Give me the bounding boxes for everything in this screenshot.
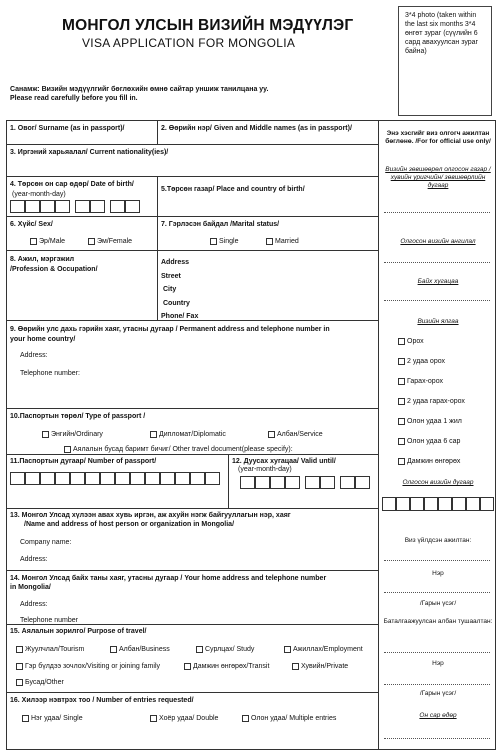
checkbox[interactable] xyxy=(284,646,291,653)
marital-single-option[interactable] xyxy=(210,237,238,246)
row-sep xyxy=(6,176,378,177)
dob-digit-box[interactable] xyxy=(90,200,105,213)
checkbox[interactable] xyxy=(22,715,29,722)
dob-digit-box[interactable] xyxy=(110,200,125,213)
checkbox[interactable] xyxy=(110,646,117,653)
purpose-private-option[interactable] xyxy=(292,662,348,671)
option-label: Дамжин өнгөрөх xyxy=(407,458,461,465)
valid-until-format: (year-month-day) xyxy=(238,466,292,473)
option-label: Олон удаа 6 сар xyxy=(407,438,461,445)
option-label: Ажиллах/Employment xyxy=(293,646,363,653)
official-approver-label: Баталгаажуулсан албан тушаалтан: xyxy=(383,618,493,625)
given-names-label: 2. Өөрийн нэр/ Given and Middle names (as in passport)/ xyxy=(161,125,352,132)
fill-line xyxy=(384,300,490,301)
digit-box[interactable] xyxy=(438,497,452,511)
row-sep xyxy=(6,570,378,571)
digit-box[interactable] xyxy=(396,497,410,511)
fill-line xyxy=(384,212,490,213)
entries-single-option[interactable] xyxy=(22,714,83,723)
home-address-label: 9. Өөрийн улс дахь гэрийн хаяг, утасны дугаар / Permanent address and telephone number in xyxy=(10,326,330,333)
row-sep xyxy=(6,508,378,509)
digit-box[interactable] xyxy=(305,476,320,489)
checkbox[interactable] xyxy=(266,238,273,245)
sex-female-option[interactable] xyxy=(88,237,132,246)
option-label: 2 удаа орох xyxy=(407,358,446,365)
addr-line: Country xyxy=(163,299,190,307)
checkbox[interactable] xyxy=(268,431,275,438)
note-mongolian: Санамж: Визийн мэдүүлгийг бөглөхийн өмнө сайтар уншиж танилцана уу. xyxy=(10,86,269,93)
note-english: Please read carefully before you fill in. xyxy=(10,95,138,102)
col-sep xyxy=(228,454,229,508)
dob-digit-box[interactable] xyxy=(40,200,55,213)
official-name2-label: Нэр xyxy=(432,660,444,667)
option-label: Гарах-орох xyxy=(407,378,444,385)
photo-box xyxy=(398,6,492,116)
title-english: VISA APPLICATION FOR MONGOLIA xyxy=(82,36,296,50)
option-label: Хоёр удаа/ Double xyxy=(159,715,219,722)
visa-type-option[interactable] xyxy=(398,377,443,386)
digit-box[interactable] xyxy=(160,472,175,485)
col-sep xyxy=(157,120,158,144)
digit-box[interactable] xyxy=(205,472,220,485)
passport-type-label: 10.Паспортын төрөл/ Type of passport / xyxy=(10,413,146,420)
digit-box[interactable] xyxy=(285,476,300,489)
valid-until-label: 12. Дуусах хугацаа/ Valid until/ xyxy=(232,458,336,465)
checkbox[interactable] xyxy=(398,438,405,445)
option-label: Эм/Female xyxy=(97,238,133,245)
checkbox[interactable] xyxy=(242,715,249,722)
digit-box[interactable] xyxy=(55,472,70,485)
checkbox[interactable] xyxy=(184,663,191,670)
sex-male-option[interactable] xyxy=(30,237,65,246)
host-company-field[interactable]: Company name: xyxy=(20,539,72,546)
option-label: 2 удаа гарах-орох xyxy=(407,398,465,405)
official-sign2-label: /Гарын үсэг/ xyxy=(419,690,457,697)
checkbox[interactable] xyxy=(398,418,405,425)
valid-until-boxes[interactable] xyxy=(240,476,370,489)
official-officer-label: Виз үйлдсэн ажилтан: xyxy=(404,537,472,544)
purpose-study-option[interactable] xyxy=(196,645,254,654)
purpose-business-option[interactable] xyxy=(110,645,170,654)
checkbox[interactable] xyxy=(210,238,217,245)
purpose-other-option[interactable] xyxy=(16,678,64,687)
official-sign1-label: /Гарын үсэг/ xyxy=(419,600,457,607)
checkbox[interactable] xyxy=(196,646,203,653)
digit-box[interactable] xyxy=(255,476,270,489)
digit-box[interactable] xyxy=(115,472,130,485)
official-visa-type-label: Визийн ялгаа xyxy=(417,318,459,325)
checkbox[interactable] xyxy=(292,663,299,670)
photo-text: 3*4 photo (taken within the last six months 3*4 өнгөт зураг (сүүлийн 6 сард авахуулсан зураг байна) xyxy=(405,12,479,55)
addr-line: Street xyxy=(161,272,181,280)
visa-number-boxes[interactable] xyxy=(382,497,494,511)
home-phone-field[interactable]: Telephone number: xyxy=(20,370,80,377)
passport-service-option[interactable] xyxy=(268,430,323,439)
mongolia-address-label-2: in Mongolia/ xyxy=(10,584,51,591)
checkbox[interactable] xyxy=(398,458,405,465)
passport-diplomatic-option[interactable] xyxy=(150,430,226,439)
option-label: Орох xyxy=(407,338,424,345)
option-label: Олон удаа/ Multiple entries xyxy=(251,715,337,722)
digit-box[interactable] xyxy=(85,472,100,485)
checkbox[interactable] xyxy=(150,715,157,722)
row-sep xyxy=(6,250,378,251)
dob-digit-box[interactable] xyxy=(55,200,70,213)
dob-digit-box[interactable] xyxy=(75,200,90,213)
dob-digit-box[interactable] xyxy=(10,200,25,213)
digit-box[interactable] xyxy=(340,476,355,489)
official-name1-label: Нэр xyxy=(432,570,444,577)
dob-digit-box[interactable] xyxy=(125,200,140,213)
entries-multiple-option[interactable] xyxy=(242,714,336,723)
col-sep xyxy=(157,176,158,320)
passport-number-boxes[interactable] xyxy=(10,472,220,485)
row-sep xyxy=(6,692,378,693)
profession-label-en: /Profession & Occupation/ xyxy=(10,266,98,273)
option-label: Нэг удаа/ Single xyxy=(31,715,83,722)
digit-box[interactable] xyxy=(410,497,424,511)
checkbox[interactable] xyxy=(398,398,405,405)
checkbox[interactable] xyxy=(42,431,49,438)
digit-box[interactable] xyxy=(130,472,145,485)
option-label: Single xyxy=(219,238,239,245)
option-label: Гэр бүлдээ зочлох/Visiting or joining family xyxy=(25,663,160,670)
passport-other-option[interactable] xyxy=(64,445,293,454)
digit-box[interactable] xyxy=(382,497,396,511)
host-label-en: /Name and address of host person or organization in Mongolia/ xyxy=(24,521,235,528)
profession-label-mn: 8. Ажил, мэргэжил xyxy=(10,256,75,263)
official-registration-label: Визийн зөвшөөрөл олгосон газар /хувийн уригчийн/ зөвшөөрлийн дугаар xyxy=(385,166,491,189)
fill-line xyxy=(384,684,490,685)
addr-line: Phone/ Fax xyxy=(161,313,199,320)
digit-box[interactable] xyxy=(424,497,438,511)
addr-line: City xyxy=(163,286,177,293)
fill-line xyxy=(384,262,490,263)
official-date-label: Он сар өдөр xyxy=(419,712,457,719)
mongolia-phone-field[interactable]: Telephone number xyxy=(20,617,78,624)
checkbox[interactable] xyxy=(398,358,405,365)
digit-box[interactable] xyxy=(190,472,205,485)
purpose-transit-option[interactable] xyxy=(184,662,269,671)
passport-number-label: 11.Паспортын дугаар/ Number of passport/ xyxy=(10,458,157,465)
option-label: Энгийн/Ordinary xyxy=(51,431,103,438)
fill-line xyxy=(384,738,490,739)
option-label: Хувийн/Private xyxy=(301,663,349,670)
checkbox[interactable] xyxy=(398,378,405,385)
digit-box[interactable] xyxy=(466,497,480,511)
digit-box[interactable] xyxy=(145,472,160,485)
option-label: Албан/Service xyxy=(277,431,323,438)
digit-box[interactable] xyxy=(480,497,494,511)
marital-label: 7. Гэрлэсэн байдал /Marital status/ xyxy=(161,221,280,228)
row-sep xyxy=(6,408,378,409)
checkbox[interactable] xyxy=(88,238,95,245)
nationality-label: 3. Иргэний харьяалал/ Current nationality(ies)/ xyxy=(10,149,169,156)
visa-type-option[interactable] xyxy=(398,417,462,426)
digit-box[interactable] xyxy=(452,497,466,511)
purpose-family-option[interactable] xyxy=(16,662,160,671)
digit-box[interactable] xyxy=(10,472,25,485)
dob-label: 4. Төрсөн он сар өдөр/ Date of birth/ xyxy=(10,181,134,188)
checkbox[interactable] xyxy=(30,238,37,245)
option-label: Married xyxy=(275,238,299,245)
digit-box[interactable] xyxy=(40,472,55,485)
purpose-tourism-option[interactable] xyxy=(16,645,84,654)
option-label: Сурлцах/ Study xyxy=(205,646,255,653)
home-address-field[interactable]: Address: xyxy=(20,352,48,359)
digit-box[interactable] xyxy=(320,476,335,489)
official-visa-number-label: Олгосон визийн дугаар xyxy=(402,479,474,486)
option-label: Дипломат/Diplomatic xyxy=(159,431,226,438)
digit-box[interactable] xyxy=(240,476,255,489)
official-divider xyxy=(378,120,379,750)
entries-double-option[interactable] xyxy=(150,714,218,723)
checkbox[interactable] xyxy=(16,646,23,653)
instructions-note xyxy=(10,85,268,103)
official-duration-label: Байх хугацаа xyxy=(417,278,459,285)
option-label: Жуулчлал/Tourism xyxy=(25,646,85,653)
digit-box[interactable] xyxy=(355,476,370,489)
title-mongolian: МОНГОЛ УЛСЫН ВИЗИЙН МЭДҮҮЛЭГ xyxy=(62,17,354,34)
employer-address-block xyxy=(161,256,198,324)
home-address-label-2: your home country/ xyxy=(10,336,76,343)
official-category-label: Олгосон визийн ангилал xyxy=(400,238,476,245)
dob-boxes[interactable] xyxy=(10,200,140,213)
dob-format: (year-month-day) xyxy=(12,191,66,198)
digit-box[interactable] xyxy=(270,476,285,489)
host-address-field[interactable]: Address: xyxy=(20,556,48,563)
checkbox[interactable] xyxy=(64,446,71,453)
visa-type-option[interactable] xyxy=(398,397,465,406)
fill-line xyxy=(384,652,490,653)
option-label: Олон удаа 1 жил xyxy=(407,418,462,425)
visa-type-option[interactable] xyxy=(398,337,424,346)
option-label: Албан/Business xyxy=(119,646,170,653)
digit-box[interactable] xyxy=(100,472,115,485)
checkbox[interactable] xyxy=(150,431,157,438)
mongolia-address-label: 14. Монгол Улсад байх таны хаяг, утасны дугаар / Your home address and telephone number xyxy=(10,575,327,582)
checkbox[interactable] xyxy=(16,663,23,670)
option-label: Аялалын бусад баримт бичиг/ Other travel document(please specify): xyxy=(73,446,293,453)
checkbox[interactable] xyxy=(398,338,405,345)
host-label-mn: 13. Монгол Улсад хүлээн авах хувь иргэн, аж ахуйн нэгж байгууллагын нэр, хаяг xyxy=(10,512,291,519)
option-label: Бусад/Other xyxy=(25,679,64,686)
birthplace-label: 5.Төрсөн газар/ Place and country of birth/ xyxy=(161,186,305,193)
visa-type-option[interactable] xyxy=(398,437,460,446)
row-sep xyxy=(6,216,378,217)
checkbox[interactable] xyxy=(16,679,23,686)
row-sep xyxy=(6,454,378,455)
marital-married-option[interactable] xyxy=(266,237,299,246)
visa-type-option[interactable] xyxy=(398,357,445,366)
digit-box[interactable] xyxy=(25,472,40,485)
digit-box[interactable] xyxy=(175,472,190,485)
passport-ordinary-option[interactable] xyxy=(42,430,103,439)
surname-label: 1. Овог/ Surname (as in passport)/ xyxy=(10,125,125,132)
entries-label: 16. Хилээр нэвтрэх тоо / Number of entries requested/ xyxy=(10,697,194,704)
official-header: Энэ хэсгийг виз олгогч ажилтан бөглөнө. /For for official use only/ xyxy=(385,130,491,145)
fill-line xyxy=(384,592,490,593)
purpose-label: 15. Аялалын зорилго/ Purpose of travel/ xyxy=(10,628,147,635)
addr-line: Address xyxy=(161,259,190,266)
row-sep xyxy=(6,144,378,145)
fill-line xyxy=(384,560,490,561)
purpose-employment-option[interactable] xyxy=(284,645,363,654)
digit-box[interactable] xyxy=(70,472,85,485)
dob-digit-box[interactable] xyxy=(25,200,40,213)
mongolia-address-field[interactable]: Address: xyxy=(20,601,48,608)
sex-label: 6. Хүйс/ Sex/ xyxy=(10,221,53,228)
option-label: Дамжин өнгөрөх/Transit xyxy=(193,663,270,670)
option-label: Эр/Male xyxy=(39,238,66,245)
visa-type-option[interactable] xyxy=(398,457,460,466)
